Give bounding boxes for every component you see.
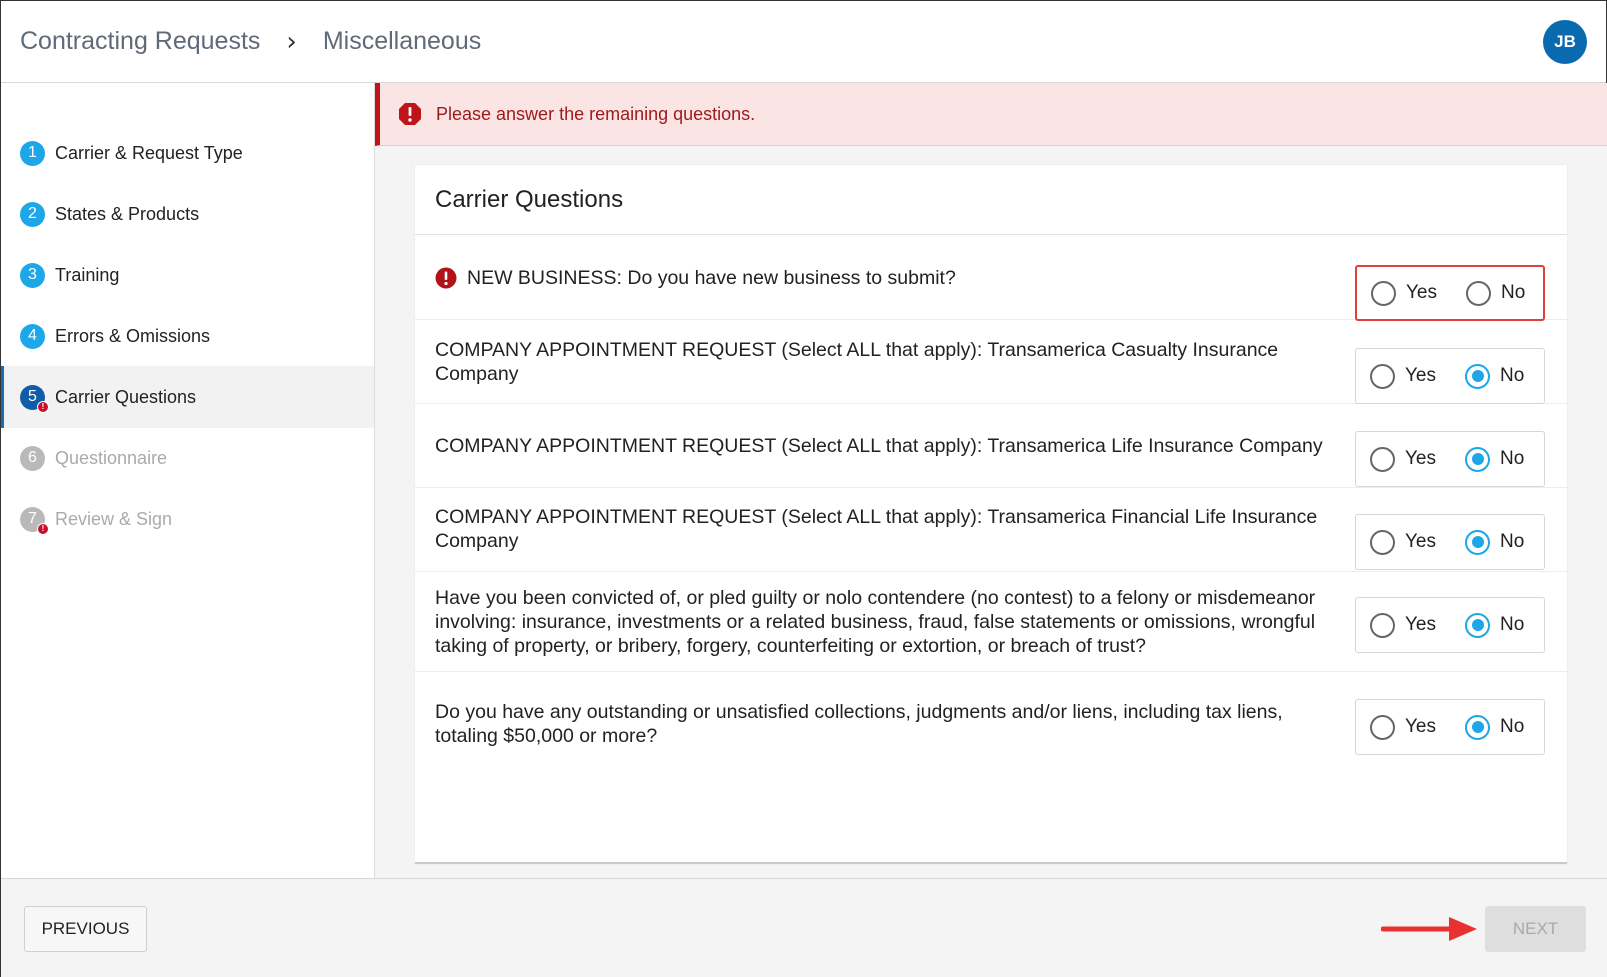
- question-text: COMPANY APPOINTMENT REQUEST (Select ALL that apply): Transamerica Casualty Insurance Company: [435, 339, 1279, 385]
- error-dot-icon: !: [37, 401, 49, 413]
- alert-message: Please answer the remaining questions.: [436, 103, 756, 124]
- step-label: Questionnaire: [55, 447, 168, 468]
- question-row: [415, 236, 1567, 320]
- radio-no[interactable]: No: [1465, 715, 1524, 740]
- sidebar-step-review-sign: [1, 488, 374, 550]
- yes-no-radio-group: [1355, 699, 1545, 755]
- question-row: [415, 320, 1567, 404]
- previous-button[interactable]: PREVIOUS: [24, 906, 147, 952]
- step-label: Training: [55, 264, 120, 285]
- radio-circle-checked-icon[interactable]: [1465, 715, 1490, 740]
- question-text-wrap: [435, 700, 1340, 748]
- radio-no[interactable]: No: [1465, 613, 1524, 638]
- question-text: COMPANY APPOINTMENT REQUEST (Select ALL that apply): Transamerica Life Insurance Company: [435, 435, 1323, 457]
- question-text: NEW BUSINESS: Do you have new business to submit?: [467, 267, 956, 289]
- radio-circle-icon[interactable]: [1370, 447, 1395, 472]
- radio-circle-checked-icon[interactable]: [1465, 364, 1490, 389]
- step-number-badge: 7 !: [20, 507, 45, 532]
- error-dot-icon: !: [37, 523, 49, 535]
- yes-no-radio-group: [1355, 431, 1545, 487]
- breadcrumb-current: Miscellaneous: [322, 27, 482, 55]
- radio-circle-icon[interactable]: [1370, 715, 1395, 740]
- error-alert-banner: [375, 83, 1607, 146]
- step-number-badge: 5 !: [20, 385, 45, 410]
- radio-circle-checked-icon[interactable]: [1465, 447, 1490, 472]
- question-text: COMPANY APPOINTMENT REQUEST (Select ALL that apply): Transamerica Financial Life Insurance Company: [435, 506, 1318, 552]
- radio-circle-icon[interactable]: [1371, 281, 1396, 306]
- avatar[interactable]: JB: [1543, 20, 1587, 64]
- question-text-wrap: [435, 586, 1340, 658]
- step-sidebar: [1, 83, 375, 878]
- question-text-wrap: [435, 505, 1340, 553]
- question-row: [415, 488, 1567, 572]
- radio-yes[interactable]: Yes: [1370, 364, 1436, 389]
- card-title: Carrier Questions: [415, 165, 1567, 235]
- yes-no-radio-group: [1355, 348, 1545, 404]
- error-octagon-icon: [398, 102, 422, 126]
- question-text-wrap: [435, 266, 1340, 290]
- radio-circle-checked-icon[interactable]: [1465, 613, 1490, 638]
- radio-yes[interactable]: Yes: [1370, 530, 1436, 555]
- radio-no[interactable]: No: [1465, 530, 1524, 555]
- yes-no-radio-group: [1355, 265, 1545, 321]
- radio-circle-icon[interactable]: [1370, 364, 1395, 389]
- step-label: States & Products: [55, 203, 200, 224]
- question-row: [415, 404, 1567, 488]
- question-row: [415, 672, 1567, 762]
- radio-yes[interactable]: Yes: [1370, 613, 1436, 638]
- question-text: Do you have any outstanding or unsatisfied collections, judgments and/or liens, including tax liens, totaling $50,000 or more?: [435, 701, 1283, 747]
- sidebar-step-questionnaire: [1, 427, 374, 489]
- question-text: Have you been convicted of, or pled guilty or nolo contendere (no contest) to a felony or misdemeanor involving: insurance, investments or a related business, fraud, false statements or omissions, wrongful taking of property, or bribery, forgery, counterfeiting or extortion, or breach of trust?: [435, 587, 1316, 657]
- radio-circle-checked-icon[interactable]: [1465, 530, 1490, 555]
- yes-no-radio-group: [1355, 597, 1545, 653]
- sidebar-step-training[interactable]: [1, 244, 374, 306]
- step-label: Carrier & Request Type: [55, 142, 243, 163]
- step-number-badge: 1: [20, 141, 45, 166]
- next-button[interactable]: NEXT: [1485, 906, 1586, 952]
- step-label: Carrier Questions: [55, 386, 197, 407]
- sidebar-step-carrier-request-type[interactable]: [1, 122, 374, 184]
- radio-no[interactable]: No: [1466, 281, 1525, 306]
- carrier-questions-card: [415, 165, 1567, 864]
- sidebar-step-states-products[interactable]: [1, 183, 374, 245]
- page-header: [1, 1, 1606, 83]
- radio-yes[interactable]: Yes: [1370, 447, 1436, 472]
- page-footer: [1, 878, 1607, 977]
- sidebar-step-errors-omissions[interactable]: [1, 305, 374, 367]
- step-number-badge: 4: [20, 324, 45, 349]
- radio-circle-icon[interactable]: [1370, 613, 1395, 638]
- step-number-badge: 2: [20, 202, 45, 227]
- main-content: [375, 83, 1607, 878]
- radio-no[interactable]: No: [1465, 447, 1524, 472]
- step-label: Review & Sign: [55, 508, 173, 529]
- radio-circle-icon[interactable]: [1466, 281, 1491, 306]
- radio-yes[interactable]: Yes: [1371, 281, 1437, 306]
- radio-yes[interactable]: Yes: [1370, 715, 1436, 740]
- step-label: Errors & Omissions: [55, 325, 211, 346]
- radio-circle-icon[interactable]: [1370, 530, 1395, 555]
- arrow-right-icon: [1381, 915, 1481, 943]
- question-text-wrap: [435, 434, 1340, 458]
- chevron-right-icon: ›: [286, 26, 297, 57]
- breadcrumb-root[interactable]: Contracting Requests: [20, 27, 261, 55]
- sidebar-step-carrier-questions[interactable]: [1, 366, 374, 428]
- step-number-badge: 3: [20, 263, 45, 288]
- radio-no[interactable]: No: [1465, 364, 1524, 389]
- question-row: [415, 572, 1567, 672]
- error-circle-icon: [435, 267, 457, 289]
- question-text-wrap: [435, 338, 1340, 386]
- yes-no-radio-group: [1355, 514, 1545, 570]
- step-number-badge: 6: [20, 446, 45, 471]
